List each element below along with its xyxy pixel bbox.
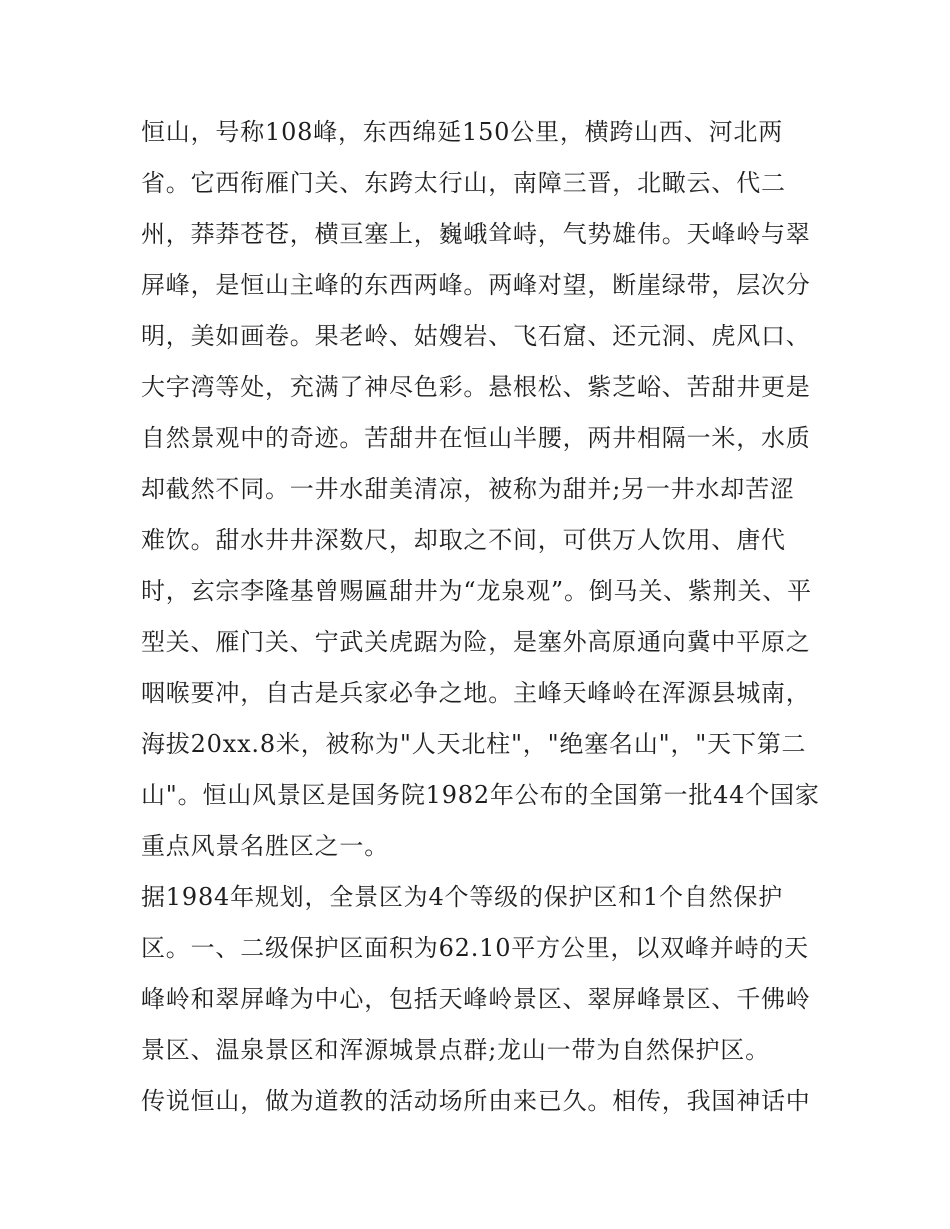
text-line-3: 州，莽莽苍苍，横亘塞上，巍峨耸峙，气势雄伟。天峰岭与翠	[141, 220, 811, 248]
text-line-9: 难饮。甜水井井深数尺，却取之不间，可供万人饮用、唐代	[141, 526, 786, 554]
text-line-19: 景区、温泉景区和浑源城景点群;龙山一带为自然保护区。	[141, 1036, 770, 1064]
text-line-7: 自然景观中的奇迹。苦甜井在恒山半腰，两井相隔一米，水质	[141, 424, 811, 452]
text-line-5: 明，美如画卷。果老岭、姑嫂岩、飞石窟、还元洞、虎风口、	[141, 322, 811, 350]
text-line-1: 恒山，号称108峰，东西绵延150公里，横跨山西、河北两	[141, 118, 784, 146]
text-line-8: 却截然不同。一井水甜美清凉，被称为甜并;另一井水却苦涩	[141, 475, 795, 503]
text-line-10: 时，玄宗李隆基曾赐匾甜井为“龙泉观”。倒马关、紫荆关、平	[141, 577, 812, 605]
text-line-11: 型关、雁门关、宁武关虎踞为险，是塞外高原通向冀中平原之	[141, 628, 811, 656]
text-line-15: 重点风景名胜区之一。	[141, 832, 389, 860]
text-line-17: 区。一、二级保护区面积为62.10平方公里，以双峰并峙的天	[141, 934, 809, 962]
text-line-18: 峰岭和翠屏峰为中心，包括天峰岭景区、翠屏峰景区、千佛岭	[141, 985, 811, 1013]
text-line-16: 据1984年规划，全景区为4个等级的保护区和1个自然保护	[141, 883, 784, 911]
text-line-4: 屏峰，是恒山主峰的东西两峰。两峰对望，断崖绿带，层次分	[141, 271, 811, 299]
text-line-14: 山"。恒山风景区是国务院1982年公布的全国第一批44个国家	[141, 781, 820, 809]
text-line-12: 咽喉要冲，自古是兵家必争之地。主峰天峰岭在浑源县城南，	[141, 679, 811, 707]
text-line-2: 省。它西衔雁门关、东跨太行山，南障三晋，北瞰云、代二	[141, 169, 786, 197]
text-line-6: 大字湾等处，充满了神尽色彩。悬根松、紫芝峪、苦甜井更是	[141, 373, 811, 401]
text-line-13: 海拔20xx.8米，被称为"人天北柱"，"绝塞名山"，"天下第二	[141, 730, 807, 758]
text-line-20: 传说恒山，做为道教的活动场所由来已久。相传，我国神话中	[141, 1087, 811, 1115]
body-text	[141, 107, 821, 1127]
